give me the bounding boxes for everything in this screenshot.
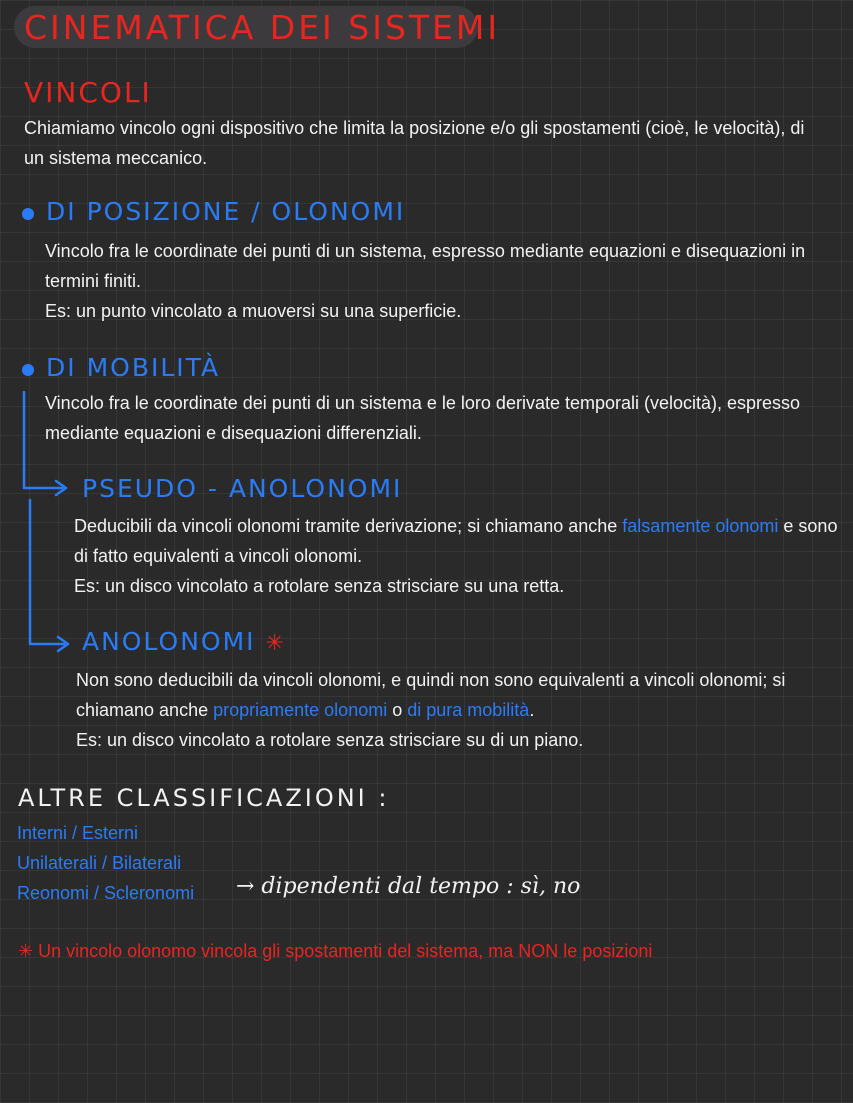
heading-altre-classificazioni: ALTRE CLASSIFICAZIONI : xyxy=(18,784,390,812)
heading-posizione: DI POSIZIONE / OLONOMI xyxy=(46,197,406,226)
connector-anolonomi xyxy=(30,500,64,644)
anolonomi-text-start: Non sono deducibili da vincoli olonomi, e quindi non sono equivalenti a vincoli olonomi; si chiamano anche xyxy=(76,670,786,720)
heading-anolonomi-label: ANOLONOMI xyxy=(82,627,256,656)
pseudo-example: Es: un disco vincolato a rotolare senza strisciare su una retta. xyxy=(74,576,565,596)
reonomi-note: → dipendenti dal tempo : sì, no xyxy=(236,874,581,899)
anolonomi-text xyxy=(76,665,846,755)
anolonomi-text-end: . xyxy=(529,700,535,720)
posizione-definition: Vincolo fra le coordinate dei punti di un sistema, espresso mediante equazioni e disequazioni in termini finiti. xyxy=(45,241,806,291)
footnote: ✳ Un vincolo olonomo vincola gli spostamenti del sistema, ma NON le posizioni xyxy=(18,941,653,961)
heading-mobilita: DI MOBILITÀ xyxy=(46,353,221,382)
link-falsamente-olonomi: falsamente olonomi xyxy=(622,516,779,536)
connector-pseudo xyxy=(24,392,62,488)
pseudo-text xyxy=(74,511,844,601)
anolonomi-example: Es: un disco vincolato a rotolare senza strisciare su di un piano. xyxy=(76,730,584,750)
pseudo-definition xyxy=(74,511,844,571)
intro-paragraph: Chiamiamo vincolo ogni dispositivo che limita la posizione e/o gli spostamenti (cioè, le velocità), di un sistema meccanico. xyxy=(24,118,805,168)
asterisk-icon: ✳ xyxy=(265,631,286,656)
posizione-example: Es: un punto vincolato a muoversi su una superficie. xyxy=(45,301,462,321)
heading-anolonomi xyxy=(82,627,286,656)
list-item: Interni / Esterni xyxy=(17,823,139,843)
list-item: Reonomi / Scleronomi xyxy=(17,883,195,903)
list-item: Unilaterali / Bilaterali xyxy=(17,853,182,873)
page-title: CINEMATICA DEI SISTEMI xyxy=(24,8,501,47)
link-propriamente-olonomi: propriamente olonomi xyxy=(213,700,388,720)
section-heading-vincoli: VINCOLI xyxy=(24,76,152,109)
anolonomi-text-or: o xyxy=(392,700,403,720)
link-pura-mobilita: di pura mobilità xyxy=(407,700,530,720)
pseudo-text-end: e sono di fatto equivalenti a vincoli olonomi. xyxy=(74,516,838,566)
mobilita-text: Vincolo fra le coordinate dei punti di un sistema e le loro derivate temporali (velocità), espresso mediante equazioni e disequazioni differenziali. xyxy=(45,393,801,443)
pseudo-text-start: Deducibili da vincoli olonomi tramite derivazione; si chiamano anche xyxy=(74,516,618,536)
classification-list xyxy=(17,818,194,908)
heading-pseudo-anolonomi: PSEUDO - ANOLONOMI xyxy=(82,474,403,503)
anolonomi-definition xyxy=(76,665,846,725)
